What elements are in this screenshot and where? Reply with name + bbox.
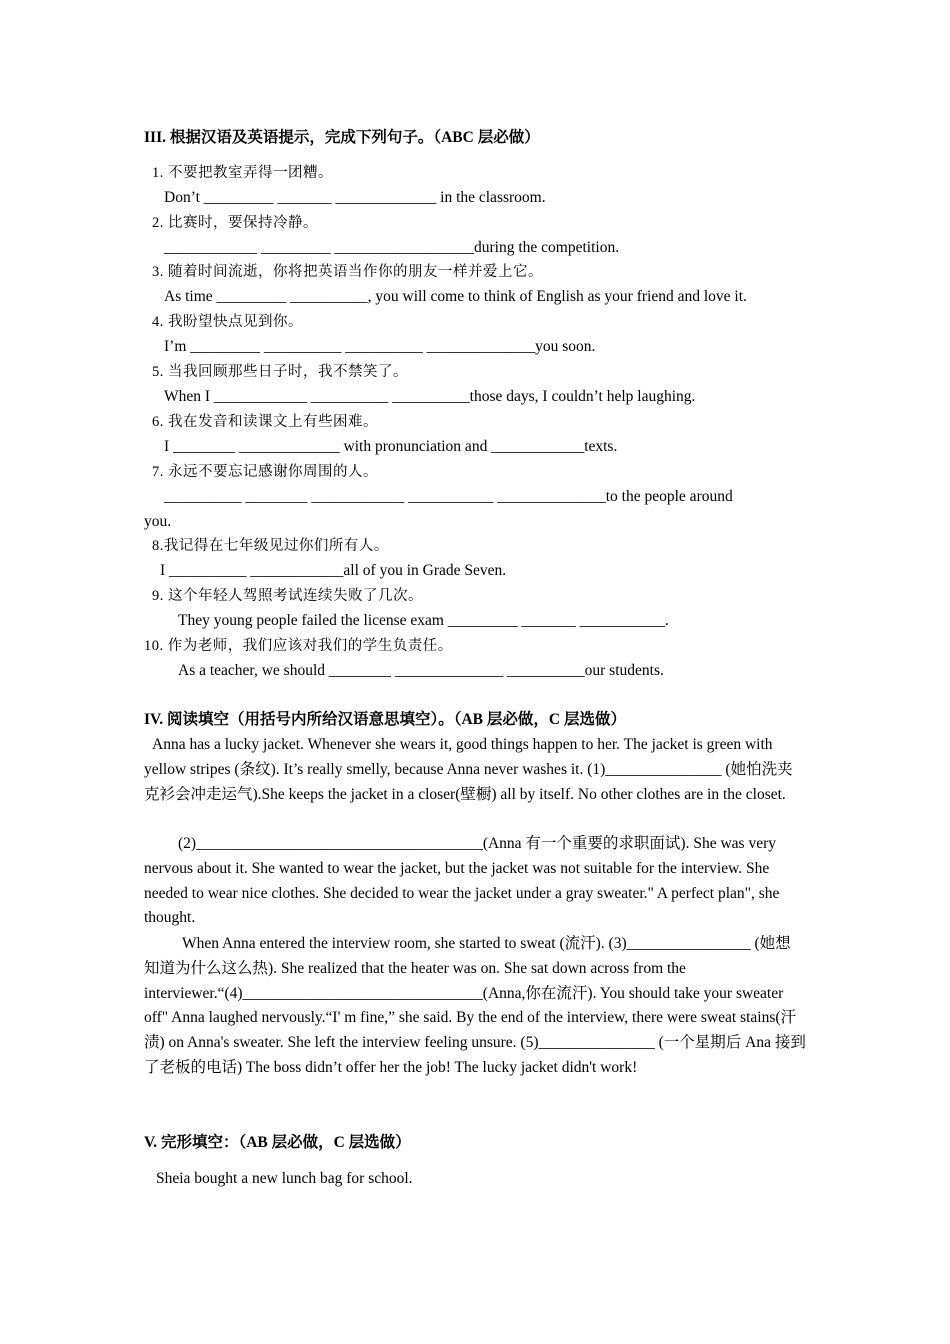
item-4-chinese: 4. 我盼望快点见到你。 xyxy=(152,314,303,330)
item-6-chinese: 6. 我在发音和读课文上有些困难。 xyxy=(152,414,378,430)
item-4-english: I’m _________ __________ __________ ______________you soon. xyxy=(164,338,596,355)
item-2-english: ____________ _________ __________________during the competition. xyxy=(164,239,620,256)
item-9-chinese: 9. 这个年轻人驾照考试连续失败了几次。 xyxy=(152,588,423,604)
item-8-english: I __________ ____________all of you in Grade Seven. xyxy=(160,562,507,579)
item-6-english: I ________ _____________ with pronunciation and ____________texts. xyxy=(164,438,618,455)
item-3-chinese: 3. 随着时间流逝，你将把英语当作你的朋友一样并爱上它。 xyxy=(152,264,543,280)
reading-paragraph-1: Anna has a lucky jacket. Whenever she wears it, good things happen to her. The jacket is green with yellow stripes (条纹). It’s really smelly, because Anna never washes it. (1)_______________ (她怕洗夹克衫会冲走运气).She keeps the jacket in a closer(壁橱) all by itself. No other clothes are in the closet. xyxy=(144,736,793,803)
item-7-english-continued: you. xyxy=(144,513,172,530)
item-10-chinese: 10. 作为老师，我们应该对我们的学生负责任。 xyxy=(144,638,453,654)
reading-paragraph-3: When Anna entered the interview room, she started to sweat (流汗). (3)________________ (她想知道为什么这么热). She realized that the heater was on. She sat down across from the interviewer.“(4)_______________________________(Anna,你在流汗). You should take your sweater off" Anna laughed nervously.“I' m fine,” she said. By the end of the interview, there were sweat stains(汗渍) on Anna's sweater. She left the interview feeling unsure. (5)_______________ (一个星期后 Ana 接到了老板的电话) The boss didn’t offer her the job! The lucky jacket didn't work! xyxy=(144,935,806,1076)
item-8-chinese: 8.我记得在七年级见过你们所有人。 xyxy=(152,538,389,554)
item-5-chinese: 5. 当我回顾那些日子时，我不禁笑了。 xyxy=(152,364,408,380)
item-10-english: As a teacher, we should ________ ______________ __________our students. xyxy=(178,662,664,679)
section-5-heading: V. 完形填空：（AB 层必做，C 层选做） xyxy=(144,1134,411,1151)
section-3-heading: III. 根据汉语及英语提示，完成下列句子。（ABC 层必做） xyxy=(144,129,540,146)
item-7-chinese: 7. 永远不要忘记感谢你周围的人。 xyxy=(152,464,378,480)
item-7-english: __________ ________ ____________ ___________ ______________to the people around xyxy=(164,488,733,505)
item-2-chinese: 2. 比赛时，要保持冷静。 xyxy=(152,215,318,231)
cloze-first-line: Sheia bought a new lunch bag for school. xyxy=(156,1170,413,1187)
item-1-english: Don’t _________ _______ _____________ in the classroom. xyxy=(164,189,546,206)
section-4-heading: IV. 阅读填空（用括号内所给汉语意思填空）。（AB 层必做，C 层选做） xyxy=(144,711,626,728)
item-3-english: As time _________ __________, you will come to think of English as your friend and love it. xyxy=(164,288,747,305)
reading-paragraph-2: (2)_____________________________________(Anna 有一个重要的求职面试). She was very nervous about it. She wanted to wear the jacket, but the jacket was not suitable for the interview. She needed to wear nice clothes. She decided to wear the jacket under a gray sweater." A perfect plan", she thought. xyxy=(144,835,780,927)
item-5-english: When I ____________ __________ __________those days, I couldn’t help laughing. xyxy=(164,388,696,405)
item-9-english: They young people failed the license exam _________ _______ ___________. xyxy=(178,612,669,629)
item-1-chinese: 1. 不要把教室弄得一团糟。 xyxy=(152,165,333,181)
